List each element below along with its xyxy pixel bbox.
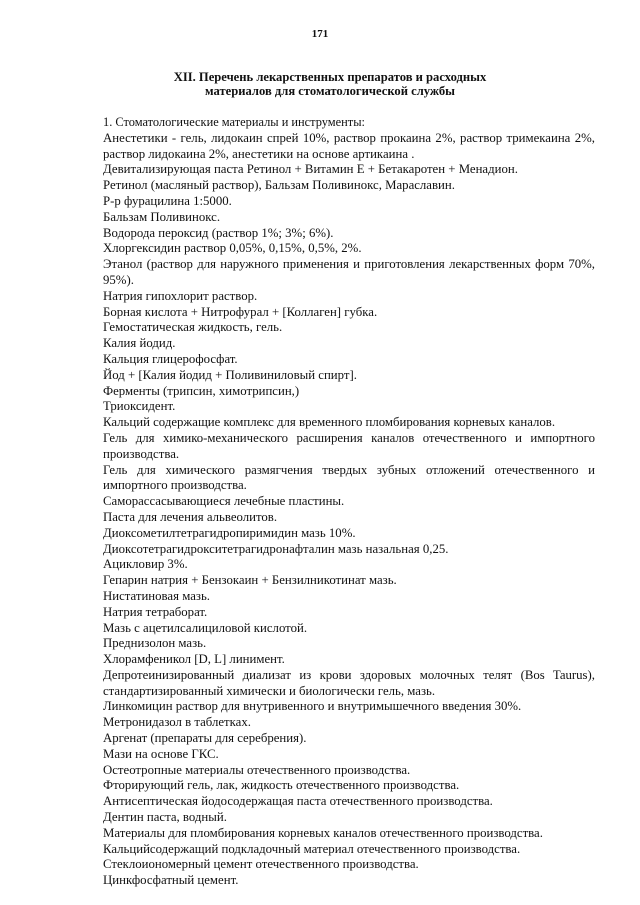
list-item: Натрия тетраборат. <box>103 604 208 619</box>
list-item: Этанол (раствор для наружного применения и приготовления лекарственных форм 70%, 95%). <box>103 257 595 287</box>
list-item: Депротеинизированный диализат из крови здоровых молочных телят (Bos Taurus), стандартизированный химически и биологически гель, мазь. <box>103 667 595 698</box>
materials-list <box>103 115 595 889</box>
list-item: Девитализирующая паста Ретинол + Витамин Е + Бетакаротен + Менадион. <box>103 162 518 177</box>
list-item: Нистатиновая мазь. <box>103 588 210 603</box>
section-heading-line-1: XII. Перечень лекарственных препаратов и расходных <box>173 70 487 84</box>
list-item: Ферменты (трипсин, химотрипсин,) <box>103 383 300 398</box>
list-item: Хлоргексидин раствор 0,05%, 0,15%, 0,5%, 2%. <box>103 241 362 256</box>
list-item: Аргенат (препараты для серебрения). <box>103 731 307 746</box>
page-number: 171 <box>311 28 329 40</box>
list-item: Натрия гипохлорит раствор. <box>103 288 258 303</box>
list-item: Саморассасывающиеся лечебные пластины. <box>103 494 345 509</box>
list-item: Антисептическая йодосодержащая паста отечественного производства. <box>103 794 493 809</box>
list-item: Анестетики - гель, лидокаин спрей 10%, раствор прокаина 2%, раствор тримекаина 2%, раствор лидокаина 2%, анестетики на основе артикаина . <box>103 130 595 161</box>
list-item: Гепарин натрия + Бензокаин + Бензилникотинат мазь. <box>103 573 397 588</box>
list-item: Остеотропные материалы отечественного производства. <box>103 762 411 777</box>
list-item: Линкомицин раствор для внутривенного и внутримышечного введения 30%. <box>103 699 522 714</box>
list-item: Цинкфосфатный цемент. <box>103 873 239 888</box>
list-item: Триоксидент. <box>103 399 176 414</box>
list-item: Гель для химического размягчения твердых зубных отложений отечественного и импортного производства. <box>103 462 595 493</box>
list-item: Кальция глицерофосфат. <box>103 351 238 366</box>
list-item: Преднизолон мазь. <box>103 636 207 651</box>
list-item: Стеклоиономерный цемент отечественного производства. <box>103 857 419 872</box>
list-item: Диоксотетрагидрокситетрагидронафталин мазь назальная 0,25. <box>103 541 449 556</box>
list-item: Кальций содержащие комплекс для временного пломбирования корневых каналов. <box>103 415 556 430</box>
list-item: Борная кислота + Нитрофурал + [Коллаген] губка. <box>103 304 378 319</box>
list-item: Метронидазол в таблетках. <box>103 715 251 730</box>
list-item: Диоксометилтетрагидропиримидин мазь 10%. <box>103 525 356 540</box>
list-item: Йод + [Калия йодид + Поливиниловый спирт]. <box>103 367 357 382</box>
list-item: Фторирующий гель, лак, жидкость отечественного производства. <box>103 778 460 793</box>
list-item: Мази на основе ГКС. <box>103 746 219 761</box>
list-item: 1. Стоматологические материалы и инструменты: <box>103 115 365 129</box>
list-item: Мазь с ацетилсалициловой кислотой. <box>103 620 308 635</box>
list-item: Бальзам Поливинокс. <box>103 209 221 224</box>
list-item: Ретинол (масляный раствор), Бальзам Поливинокс, Мараславин. <box>103 178 455 193</box>
list-item: Дентин паста, водный. <box>103 810 227 825</box>
list-item: Гель для химико-механического расширения каналов отечественного и импортного производства. <box>103 430 595 461</box>
section-heading <box>120 70 540 98</box>
list-item: Хлорамфеникол [D, L] линимент. <box>103 652 285 667</box>
list-item: Ацикловир 3%. <box>103 557 188 572</box>
section-heading-line-2: материалов для стоматологической службы <box>204 84 456 98</box>
list-item: Водорода пероксид (раствор 1%; 3%; 6%). <box>103 225 334 240</box>
list-item: Кальцийсодержащий подкладочный материал отечественного производства. <box>103 841 521 856</box>
list-item: Калия йодид. <box>103 336 176 351</box>
list-item: Материалы для пломбирования корневых каналов отечественного производства. <box>103 825 543 840</box>
list-item: Гемостатическая жидкость, гель. <box>103 320 283 335</box>
list-item: Р-р фурацилина 1:5000. <box>103 193 232 208</box>
list-item: Паста для лечения альвеолитов. <box>103 509 278 524</box>
